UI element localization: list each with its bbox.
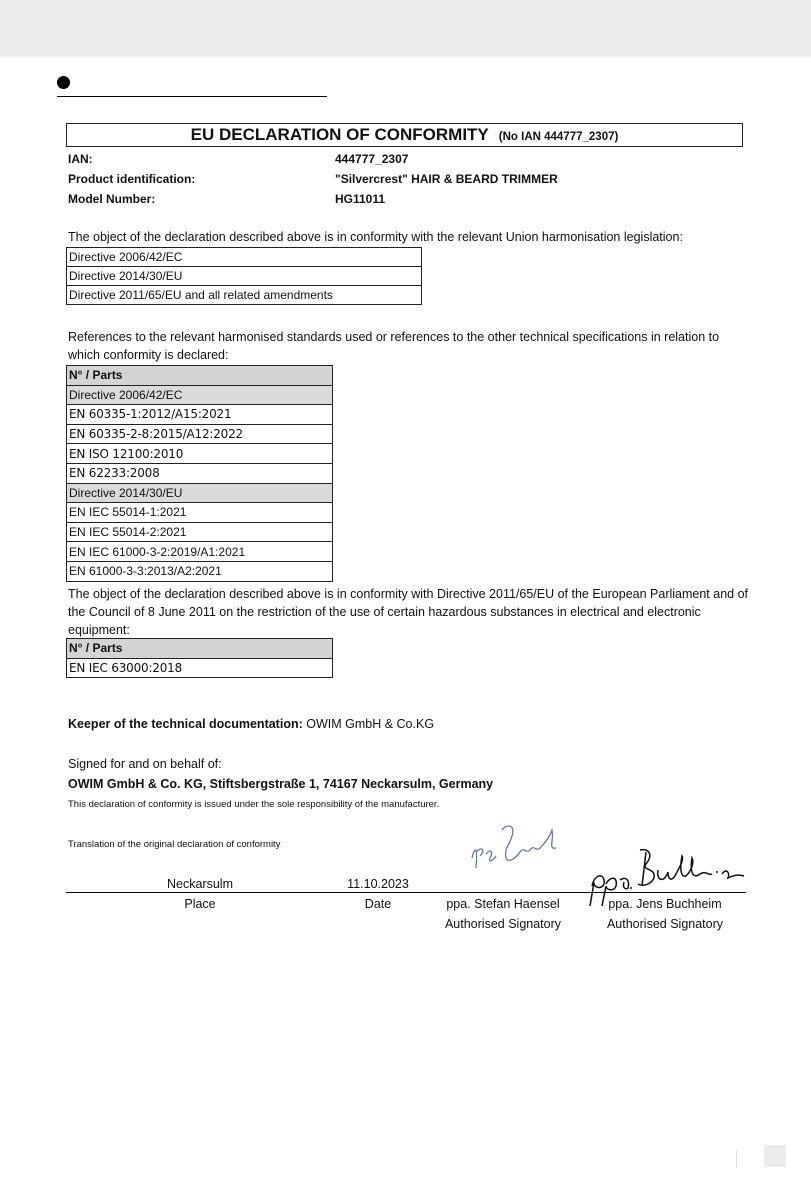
directive-row: Directive 2006/42/EC (67, 248, 422, 267)
standards-group-header: Directive 2006/42/EC (67, 385, 333, 405)
signer1-role: Authorised Signatory (444, 917, 562, 931)
standard-row: EN IEC 61000-3-2:2019/A1:2021 (67, 542, 333, 562)
signature-haensel (466, 818, 566, 880)
title-ian-ref: (No IAN 444777_2307) (498, 131, 619, 143)
keeper-line (68, 717, 434, 731)
standard-row: EN 61000-3-3:2013/A2:2021 (67, 561, 333, 581)
directives-table (66, 247, 422, 305)
model-value: HG11011 (335, 192, 386, 206)
translation-note: Translation of the original declaration of conformity (68, 839, 281, 850)
title-box (66, 123, 743, 147)
model-label: Model Number: (68, 192, 156, 206)
signer2-name: ppa. Jens Buchheim (608, 897, 722, 911)
signer1-name: ppa. Stefan Haensel (446, 897, 560, 911)
rohs-standard-row: EN IEC 63000:2018 (67, 658, 333, 678)
product-value: "Silvercrest" HAIR & BEARD TRIMMER (335, 172, 558, 186)
signer2-role: Authorised Signatory (606, 917, 724, 931)
standards-group-header: Directive 2014/30/EU (67, 483, 333, 503)
directive-row: Directive 2011/65/EU and all related amendments (67, 286, 422, 305)
rohs-table (66, 638, 333, 678)
signature-line (66, 892, 746, 893)
keeper-value: OWIM GmbH & Co.KG (306, 717, 435, 731)
standard-row: EN 62233:2008 (67, 463, 333, 483)
conformity-text: The object of the declaration described above is in conformity with the relevant Union harmonisation legislation: (68, 230, 683, 244)
page-title: EU DECLARATION OF CONFORMITY (190, 125, 489, 144)
standard-row: EN 60335-1:2012/A15:2021 (67, 405, 333, 425)
place-value: Neckarsulm (167, 877, 233, 891)
page-number-box (764, 1145, 786, 1167)
company-address: OWIM GmbH & Co. KG, Stiftsbergstraße 1, 74167 Neckarsulm, Germany (68, 777, 494, 791)
standards-header: N° / Parts (67, 366, 333, 386)
place-label: Place (184, 897, 216, 911)
standard-row: EN IEC 55014-1:2021 (67, 503, 333, 523)
references-text: References to the relevant harmonised standards used or references to the other technical specifications in relation to which conformity is declared: (68, 330, 720, 362)
standards-table (66, 365, 333, 582)
responsibility-note: This declaration of conformity is issued under the sole responsibility of the manufacturer. (68, 799, 440, 810)
product-label: Product identification: (68, 172, 196, 186)
standard-row: EN ISO 12100:2010 (67, 444, 333, 464)
rohs-header: N° / Parts (67, 639, 333, 659)
page-footer-divider (736, 1150, 737, 1168)
keeper-label: Keeper of the technical documentation: (68, 717, 303, 731)
standard-row: EN 60335-2-8:2015/A12:2022 (67, 424, 333, 444)
rohs-text: The object of the declaration described above is in conformity with Directive 2011/65/EU of the European Parliament and of the Council of 8 June 2011 on the restriction of the use of certain hazardous substances in electrical and electronic equipment: (68, 587, 749, 637)
date-label: Date (364, 897, 392, 911)
directive-row: Directive 2014/30/EU (67, 267, 422, 286)
ian-value: 444777_2307 (335, 152, 409, 166)
signed-for: Signed for and on behalf of: (68, 757, 222, 771)
ian-label: IAN: (68, 152, 93, 166)
standard-row: EN IEC 55014-2:2021 (67, 522, 333, 542)
date-value: 11.10.2023 (347, 877, 409, 891)
